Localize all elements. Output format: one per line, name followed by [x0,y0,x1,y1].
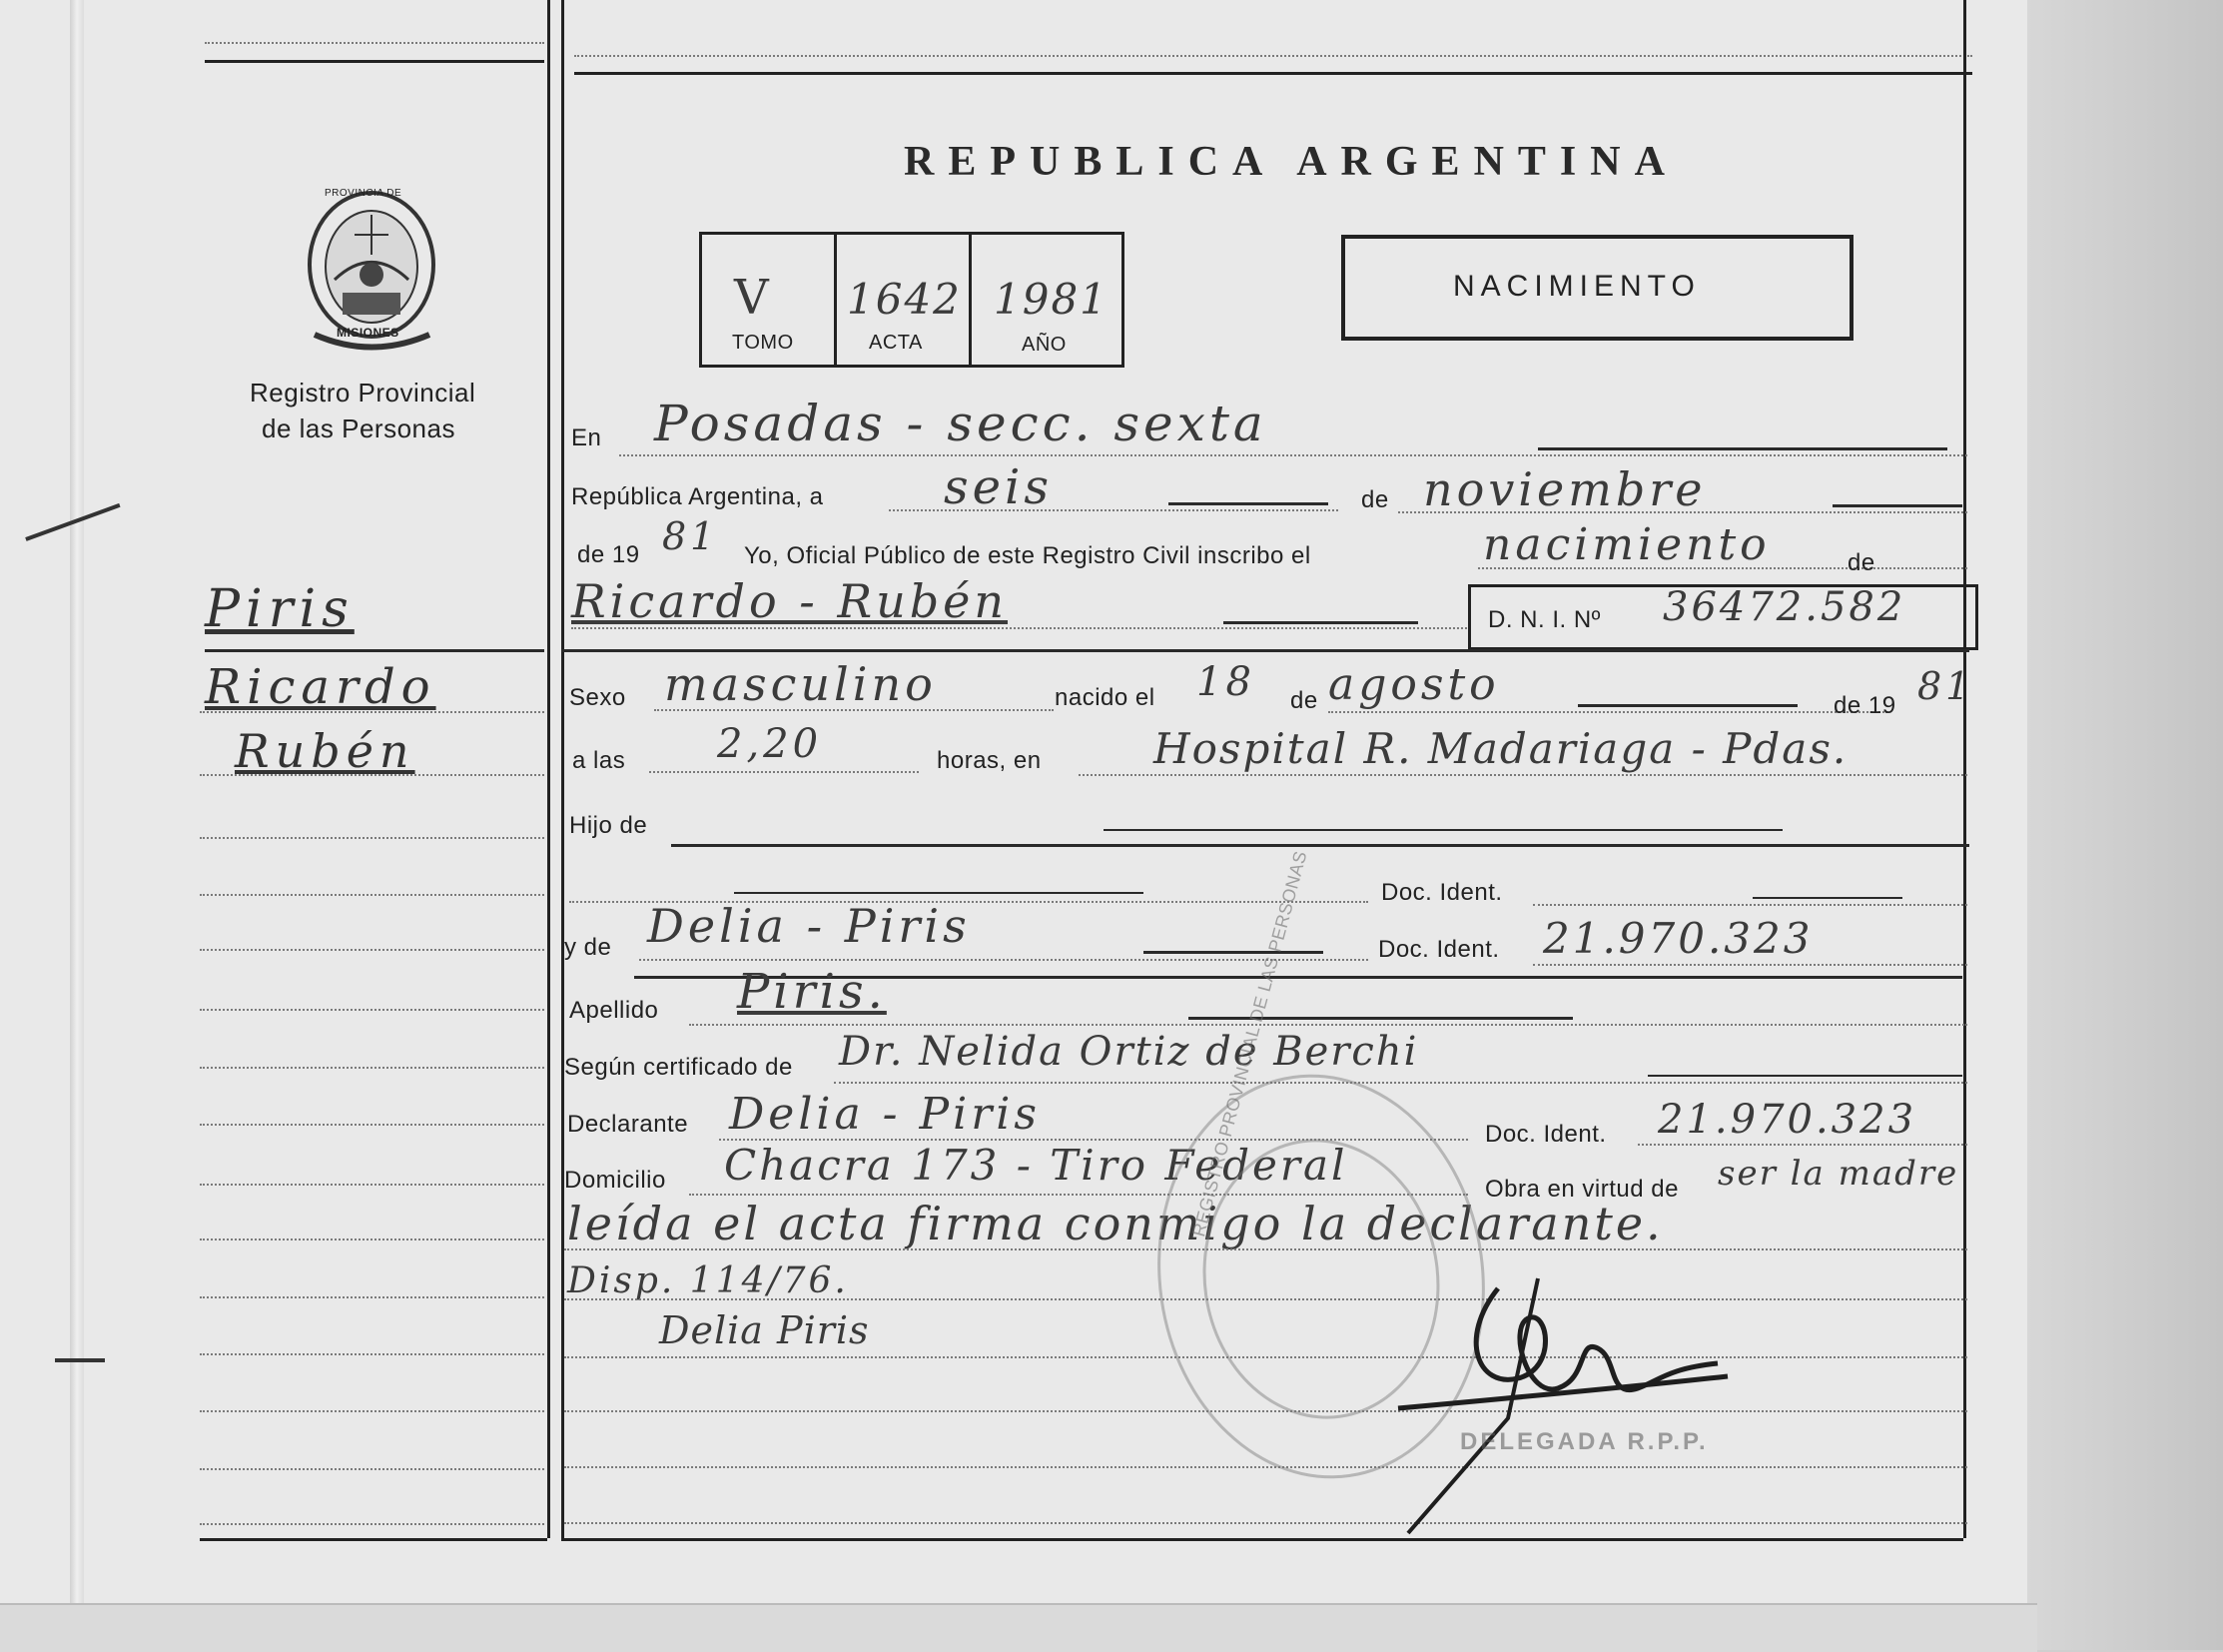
mother-doc: 21.970.323 [1543,914,1814,963]
father-doc-rule [1753,897,1902,899]
crest-text-top: PROVINCIA DE [325,188,402,199]
mother-rule [1143,951,1323,954]
next-page-edge [0,1603,2037,1652]
left-column-divider [547,0,550,1538]
official-signature-icon [1388,1248,1748,1538]
yde-label: y de [564,934,612,961]
sexo-label: Sexo [569,684,626,711]
hour-line [649,771,919,773]
declarante-doc: 21.970.323 [1658,1097,1917,1143]
month-rule [1833,504,1962,507]
dni-label: D. N. I. Nº [1488,606,1601,633]
birth-year: 81 [1917,664,1974,708]
registry-name-line2: de las Personas [262,413,455,443]
declarante-value: Delia - Piris [729,1089,1041,1140]
acta-value: 1642 [847,275,962,324]
crest-text-bottom: MISIONES [337,326,399,340]
declarante-label: Declarante [567,1111,689,1138]
declarante-doc-line [1638,1144,1967,1146]
oficial-text: Yo, Oficial Público de este Registro Civil inscribo el [744,542,1311,569]
top-rule-right [574,72,1972,75]
apellido-label: Apellido [569,997,659,1024]
acta-label: ACTA [869,332,923,354]
en-value: Posadas - secc. sexta [654,395,1267,452]
form-right-border [1963,0,1966,1538]
de-label-3: de [1290,687,1318,714]
obra-value: ser la madre [1718,1154,1959,1194]
margin-given-name-2: Rubén [235,724,415,778]
en-line [619,454,1967,456]
page-edge [2027,0,2223,1650]
month-value: noviembre [1423,462,1707,516]
doc-ident-label-2: Doc. Ident. [1378,936,1500,963]
apellido-line [689,1024,1967,1026]
certificado-label: Según certificado de [564,1054,793,1081]
ano-label: AÑO [1022,334,1067,356]
stitch-mark [55,1358,105,1362]
dni-value: 36472.582 [1663,584,1906,630]
child-name: Ricardo - Rubén [571,574,1009,628]
record-box-divider-1 [834,232,837,365]
hijo-rule-2 [1104,829,1783,831]
delegada-stamp: DELEGADA R.P.P. [1460,1428,1709,1455]
margin-underline [205,649,544,652]
bottom-rule-right [561,1538,1963,1541]
hijo-rule-1 [671,844,1969,847]
country-title: REPUBLICA ARGENTINA [904,139,1679,185]
place-value: Hospital R. Madariaga - Pdas. [1153,724,1849,773]
name-rule [1223,621,1418,624]
father-doc-line [1533,904,1967,906]
binding-fold [70,0,84,1628]
day-value: seis [944,459,1054,515]
name-line [571,627,1470,629]
declarant-signature: Delia Piris [659,1308,870,1352]
ano-value: 1981 [994,275,1109,324]
form-left-border [561,0,564,1538]
birth-day: 18 [1196,659,1255,705]
top-rule-left [205,60,544,63]
sexo-value: masculino [664,657,937,711]
inscribo-value: nacimiento [1483,519,1771,570]
doc-ident-label-1: Doc. Ident. [1381,879,1503,906]
year-prefix: de 19 [577,541,640,568]
mother-name: Delia - Piris [647,899,971,953]
de-label-2: de [1848,549,1875,576]
birth-month: agosto [1328,659,1500,710]
doc-ident-label-3: Doc. Ident. [1485,1121,1607,1148]
birth-rule [1578,704,1798,707]
mother-doc-line [1533,964,1967,966]
de-label-1: de [1361,486,1389,513]
de19-label: de 19 [1834,692,1896,719]
certificado-line [834,1082,1967,1084]
republica-label: República Argentina, a [571,483,824,510]
alas-label: a las [572,747,626,774]
bottom-rule-left [200,1538,547,1541]
obra-label: Obra en virtud de [1485,1176,1679,1203]
record-type: NACIMIENTO [1453,270,1701,303]
certificado-value: Dr. Nelida Ortiz de Berchi [839,1029,1419,1075]
domicilio-value: Chacra 173 - Tiro Federal [724,1141,1348,1190]
note-line-2: Disp. 114/76. [567,1260,849,1301]
hijo-label: Hijo de [569,812,648,839]
birth-line [1328,711,1887,713]
margin-given-name-1: Ricardo [205,659,436,715]
en-rule [1538,447,1947,450]
day-rule [1168,502,1328,505]
apellido-value: Piris. [737,964,887,1020]
father-rule [734,892,1143,894]
tomo-label: TOMO [732,332,794,354]
top-dots-left [205,42,544,44]
year-value: 81 [662,514,719,558]
tomo-value: V [734,270,773,326]
top-dots-right [574,55,1972,57]
margin-surname: Piris [205,579,355,639]
stamp-text: REGISTRO PROVINCIAL DE LAS PERSONAS [1188,848,1311,1239]
domicilio-label: Domicilio [564,1167,666,1194]
registry-name-line1: Registro Provincial [250,378,476,408]
certificado-rule [1648,1075,1962,1077]
mother-line [639,959,1368,961]
horas-label: horas, en [937,747,1042,774]
record-box-divider-2 [969,232,972,365]
nacido-label: nacido el [1055,684,1155,711]
hour-value: 2,20 [717,721,823,767]
en-label: En [571,424,602,451]
dni-underline [561,649,1969,652]
note-line-1: leída el acta firma conmigo la declarante. [567,1197,1664,1250]
place-line [1079,774,1967,776]
